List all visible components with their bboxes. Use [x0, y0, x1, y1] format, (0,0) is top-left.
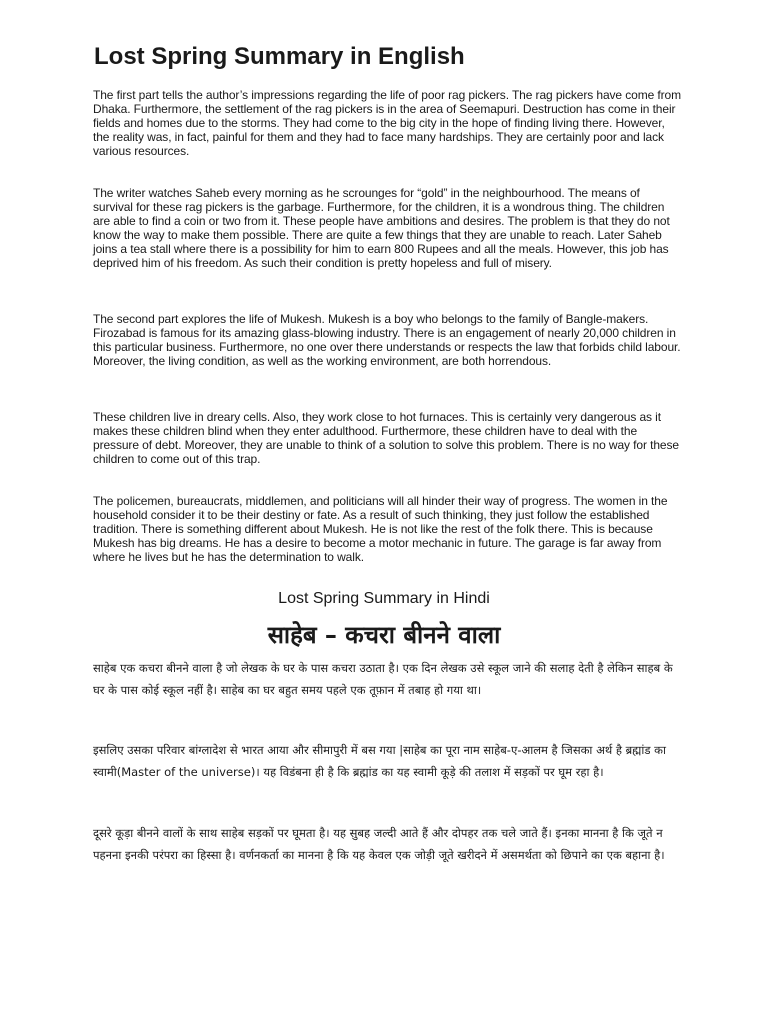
english-paragraph-1: The first part tells the author’s impressions regarding the life of poor rag pickers. The rag pickers have come from Dhaka. Furthermore, the settlement of the rag pickers is in the area of Seemapuri. Destruction has come in their fields and homes due to the storms. They had come to the big city in the hope of finding living there. However, the reality was, in fact, painful for them and they had to face many hardships. They are certainly poor and lack various resources.	[93, 88, 682, 158]
english-paragraph-2: The writer watches Saheb every morning as he scrounges for “gold” in the neighbourhood. The means of survival for these rag pickers is the garbage. Furthermore, for the children, it is a wondrous thing. The children are able to find a coin or two from it. These people have ambitions and desires. The problem is that they do not know the way to make them possible. There are quite a few things that they are unable to reach. Later Saheb joins a tea stall where there is a possibility for him to earn 800 Rupees and all the meals. However, this job has deprived him of his freedom. As such their condition is pretty hopeless and full of misery.	[93, 186, 670, 270]
hindi-section-title: Lost Spring Summary in Hindi	[278, 590, 490, 607]
hindi-heading: साहेब – कचरा बीनने वाला	[267, 621, 501, 649]
hindi-paragraph-2: इसलिए उसका परिवार बांग्लादेश से भारत आया और सीमापुरी में बस गया |साहेब का पूरा नाम साहेब-ए-आलम है जिसका अर्थ है ब्रह्मांड का स्वामी(Master of the universe)। यह विडंबना ही है कि ब्रह्मांड का यह स्वामी कूड़े की तलाश में सड़कों पर घूम रहा है।	[93, 743, 666, 779]
hindi-paragraph-3: दूसरे कूड़ा बीनने वालों के साथ साहेब सड़कों पर घूमता है। यह सुबह जल्दी आते हैं और दोपहर तक चले जाते हैं। इनका मानना है कि जूते न पहनना इनकी परंपरा का हिस्सा है। वर्णनकर्ता का मानना है कि यह केवल एक जोड़ी जूते खरीदने में असमर्थता को छिपाने का एक बहाना है।	[93, 826, 665, 862]
english-paragraph-5: The policemen, bureaucrats, middlemen, and politicians will all hinder their way of progress. The women in the household consider it to be their destiny or fate. As a result of such thinking, they just follow the established tradition. There is something different about Mukesh. He is not like the rest of the folk there. This is because Mukesh has big dreams. He has a desire to become a motor mechanic in future. The garage is far away from where he lives but he has the determination to walk.	[93, 494, 668, 564]
hindi-paragraph-1: साहेब एक कचरा बीनने वाला है जो लेखक के घर के पास कचरा उठाता है। एक दिन लेखक उसे स्कूल जाने की सलाह देती है लेकिन साहब के घर के पास कोई स्कूल नहीं है। साहेब का घर बहुत समय पहले एक तूफ़ान में तबाह हो गया था।	[93, 661, 673, 697]
page-title: Lost Spring Summary in English	[94, 43, 465, 70]
english-paragraph-3: The second part explores the life of Mukesh. Mukesh is a boy who belongs to the family of Bangle-makers. Firozabad is famous for its amazing glass-blowing industry. There is an engagement of nearly 20,000 children in this particular business. Furthermore, no one over there understands or respects the law that forbids child labour. Moreover, the living condition, as well as the working environment, are both horrendous.	[93, 312, 681, 368]
english-paragraph-4: These children live in dreary cells. Also, they work close to hot furnaces. This is certainly very dangerous as it makes these children blind when they enter adulthood. Furthermore, these children have to deal with the pressure of debt. Moreover, they are unable to think of a solution to solve this problem. There is no way for these children to come out of this trap.	[93, 410, 679, 466]
